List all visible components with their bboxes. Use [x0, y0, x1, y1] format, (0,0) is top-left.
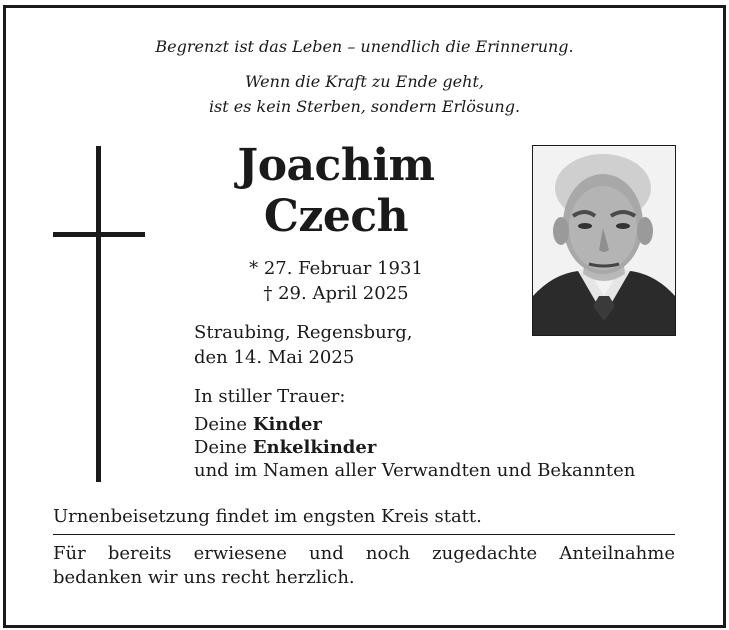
thanks-line-2: bedanken wir uns recht herzlich. [53, 567, 355, 588]
divider [53, 534, 675, 535]
motto-line-1: Begrenzt ist das Leben – unendlich die Erinnerung. [155, 37, 574, 56]
thanks-line-1: Für bereits erwiesene und noch zugedachte Anteilnahme [53, 543, 675, 564]
mourner-prefix: Deine [194, 437, 248, 458]
mourner-prefix: Deine [194, 414, 248, 435]
thanks-text [53, 542, 675, 590]
mourner-name: Kinder [252, 414, 322, 435]
urn-burial-notice: Urnenbeisetzung findet im engsten Kreis statt. [53, 506, 482, 527]
mourners-list [194, 413, 635, 482]
last-name: Czech [263, 191, 409, 242]
place-and-date [194, 320, 413, 370]
place-line: Straubing, Regensburg, [194, 322, 413, 343]
death-date: † 29. April 2025 [263, 283, 409, 304]
mourner-name: Enkelkinder [252, 437, 377, 458]
mourner-row [194, 413, 635, 436]
motto-verse [0, 69, 729, 119]
mourning-intro: In stiller Trauer: [194, 386, 346, 407]
mourner-row [194, 436, 635, 459]
birth-date: * 27. Februar 1931 [249, 258, 423, 279]
motto-line-3: ist es kein Sterben, sondern Erlösung. [208, 97, 521, 116]
motto-line-2: Wenn die Kraft zu Ende geht, [245, 72, 484, 91]
mourner-row-relatives: und im Namen aller Verwandten und Bekannten [194, 460, 636, 481]
first-name: Joachim [237, 140, 435, 191]
date-line: den 14. Mai 2025 [194, 347, 355, 368]
portrait-photo [532, 145, 676, 336]
